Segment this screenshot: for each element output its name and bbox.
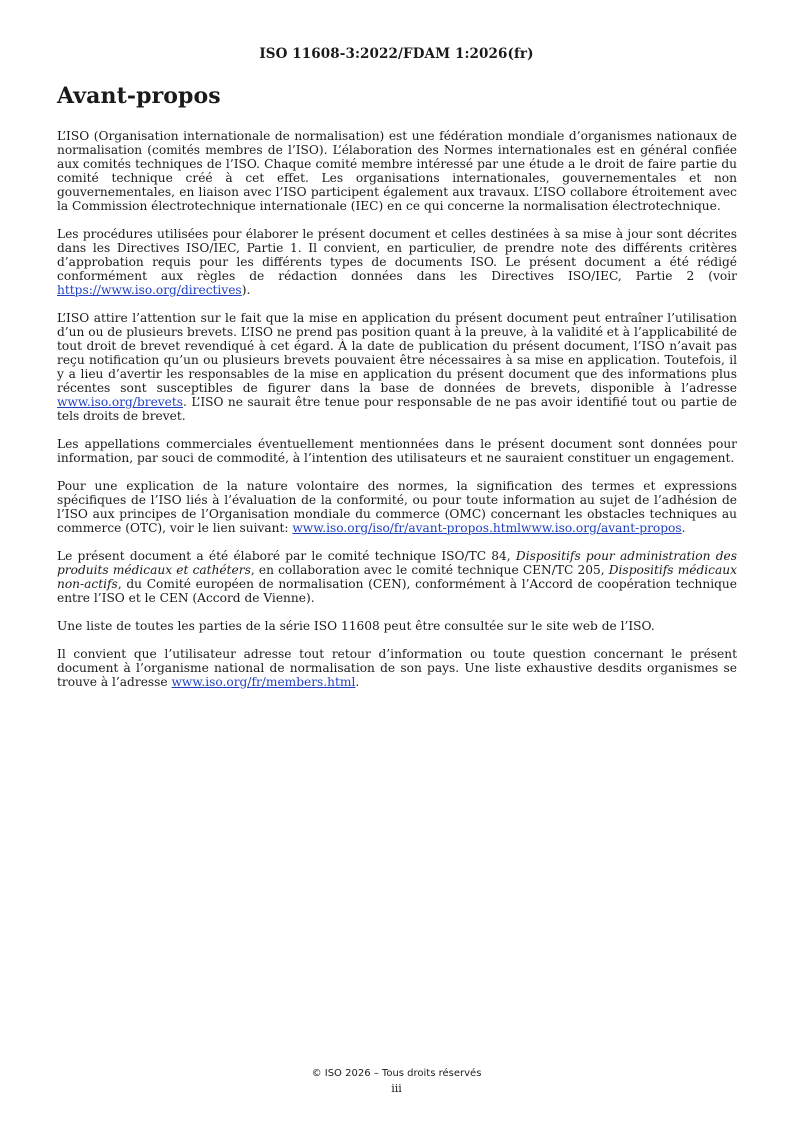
document-header: ISO 11608-3:2022/FDAM 1:2026(fr) [259,46,534,62]
link-foreword[interactable]: www.iso.org/iso/fr/avant-propos.htmlwww.iso.org/avant-propos [292,521,682,535]
committee-title-iso: Dispositifs pour administration des produits médicaux et cathéters [57,549,737,577]
link-members[interactable]: www.iso.org/fr/members.html [171,675,356,689]
paragraph-trade-names: Les appellations commerciales éventuellement mentionnées dans le présent document sont données pour information, par souci de commodité, à l’intention des utilisateurs et ne sauraient constituer un engagement. [57,437,737,465]
link-directives[interactable]: https://www.iso.org/directives [57,283,242,297]
paragraph-text: Pour une explication de la nature volontaire des normes, la signification des termes et expressions spécifiques de l’ISO liés à l’évaluation de la conformité, ou pour toute information au sujet de l’adhésion de l’ISO aux principes de l’Organisation mondiale du commerce (OMC) concernant les obstacles techniques au commerce (OTC), voir le lien suivant: [57,479,737,535]
paragraph-patents [57,311,737,423]
paragraph-text: . [681,521,686,535]
page-footer [0,1066,793,1096]
paragraph-voluntary-nature [57,479,737,535]
paragraph-text: . [355,675,360,689]
page-title: Avant-propos [57,83,221,109]
paragraph-text: Le présent document a été élaboré par le comité technique ISO/TC 84, [57,549,516,563]
paragraph-text: L’ISO attire l’attention sur le fait que la mise en application du présent document peut entraîner l’utilisation d’un ou de plusieurs brevets. L’ISO ne prend pas position quant à la preuve, à la validité et à l’applicabilité de tout droit de brevet revendiqué à cet égard. À la date de publication du présent document, l’ISO n’avait pas reçu notification qu’un ou plusieurs brevets pouvaient être nécessaires à sa mise en application. Toutefois, il y a lieu d’avertir les responsables de la mise en application du présent document que des informations plus récentes sont susceptibles de figurer dans la base de données de brevets, disponible à l’adresse [57,311,737,395]
paragraph-procedures [57,227,737,297]
paragraph-iso-intro: L’ISO (Organisation internationale de normalisation) est une fédération mondiale d’organismes nationaux de normalisation (comités membres de l’ISO). L’élaboration des Normes internationales est en général confiée aux comités techniques de l’ISO. Chaque comité membre intéressé par une étude a le droit de faire partie du comité technique créé à cet effet. Les organisations internationales, gouvernementales et non gouvernementales, en liaison avec l’ISO participent également aux travaux. L’ISO collabore étroitement avec la Commission électrotechnique internationale (IEC) en ce qui concerne la normalisation électrotechnique. [57,129,737,213]
paragraph-text: Il convient que l’utilisateur adresse tout retour d’information ou toute question concernant le présent document à l’organisme national de normalisation de son pays. Une liste exhaustive desdits organismes se trouve à l’adresse [57,647,737,689]
paragraph-text: . L’ISO ne saurait être tenue pour responsable de ne pas avoir identifié tout ou partie de tels droits de brevet. [57,395,737,423]
paragraph-feedback [57,647,737,689]
page-number: iii [391,1082,402,1095]
paragraph-text: , en collaboration avec le comité technique CEN/TC 205, [250,563,609,577]
committee-title-cen: Dispositifs médicaux non-actifs [57,563,737,591]
paragraph-text: , du Comité européen de normalisation (CEN), conformément à l’Accord de coopération technique entre l’ISO et le CEN (Accord de Vienne). [57,577,737,605]
paragraph-series-list: Une liste de toutes les parties de la série ISO 11608 peut être consultée sur le site web de l’ISO. [57,619,655,633]
paragraph-text: Les procédures utilisées pour élaborer le présent document et celles destinées à sa mise à jour sont décrites dans les Directives ISO/IEC, Partie 1. Il convient, en particulier, de prendre note des différents critères d’approbation requis pour les différents types de documents ISO. Le présent document a été rédigé conformément aux règles de rédaction données dans les Directives ISO/IEC, Partie 2 (voir [57,227,737,283]
paragraph-text: ). [241,283,251,297]
document-body [57,129,737,703]
copyright-notice: © ISO 2026 – Tous droits réservés [311,1068,482,1079]
paragraph-committee [57,549,737,605]
link-patents[interactable]: www.iso.org/brevets [57,395,184,409]
